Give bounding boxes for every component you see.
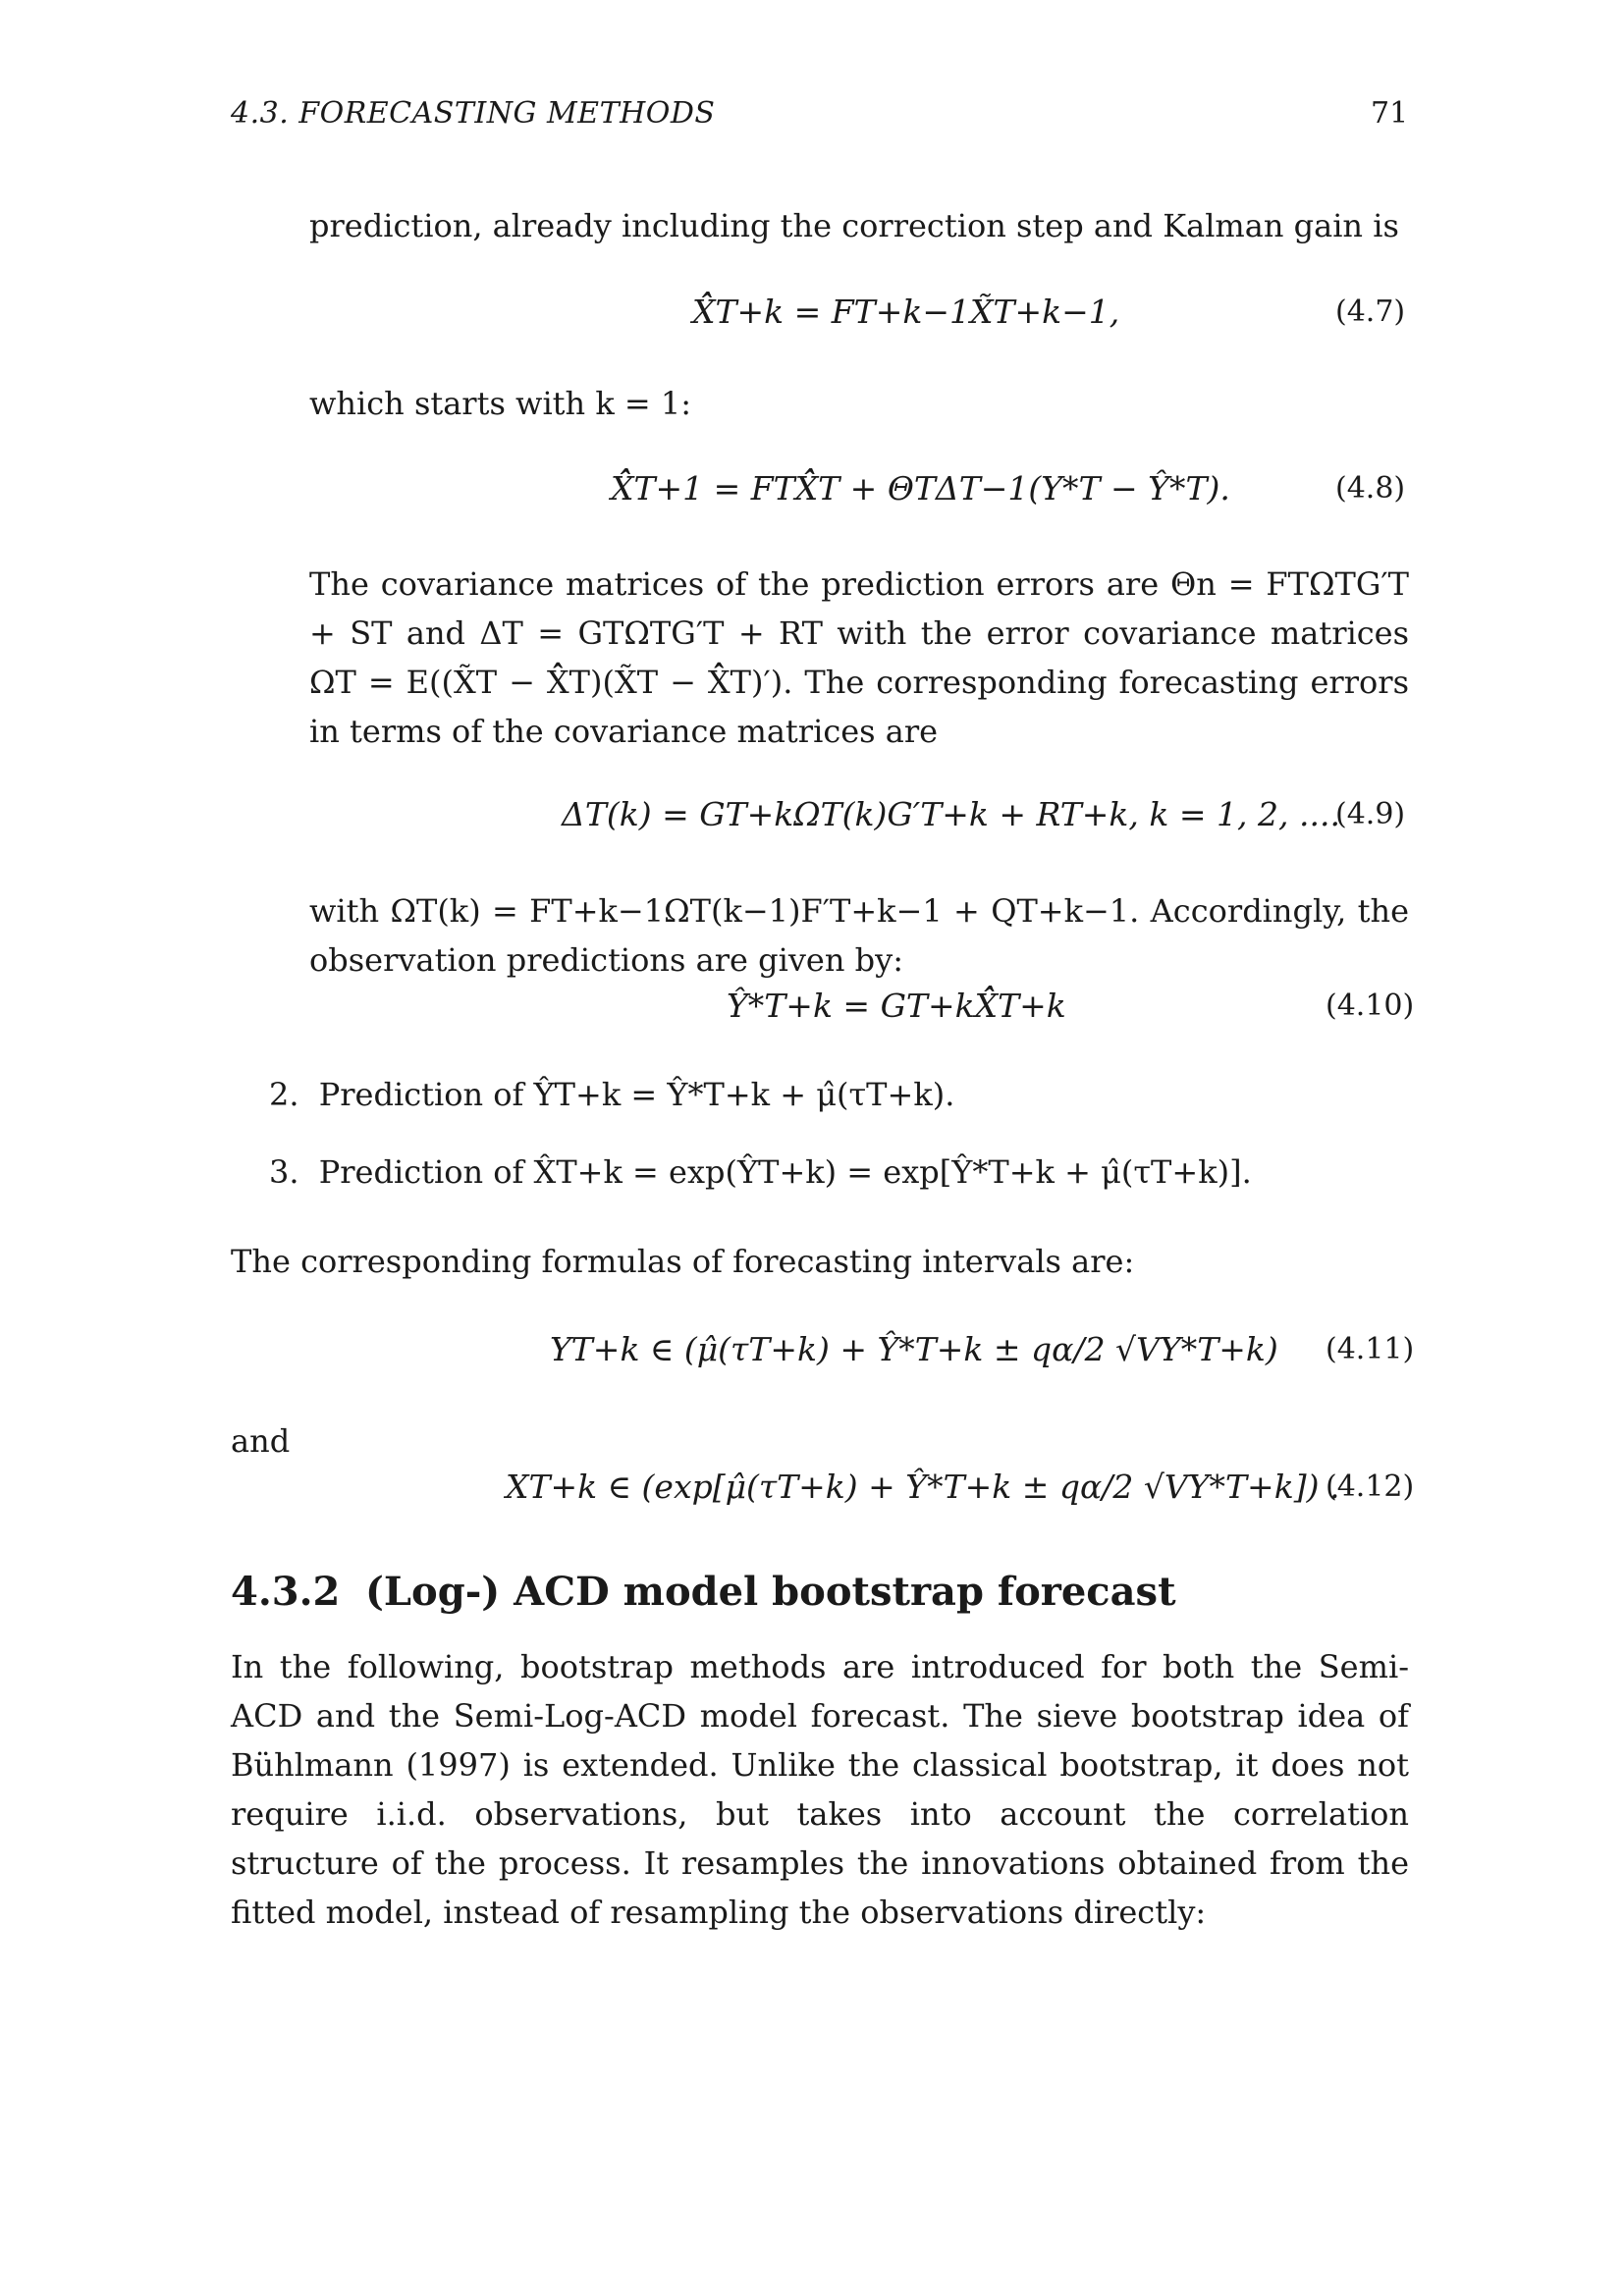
list-item-number: 2. xyxy=(269,1076,299,1113)
covariance-paragraph: The covariance matrices of the prediction errors are Θn = FTΩTG′T + ST and ΔT = GTΩTG′T + RT with the error covariance matrices ΩT = E((X̃T − X̂̂T)(X̃T − X̂̂T)′). The corresponding forecasting errors in terms of the covariance matrices are xyxy=(309,565,1409,750)
intro-line: prediction, already including the correction step and Kalman gain is xyxy=(309,207,1399,244)
with-omega-paragraph: with ΩT(k) = FT+k−1ΩT(k−1)F′T+k−1 + QT+k−1. Accordingly, the observation predictions are given by: xyxy=(309,892,1409,979)
equation-4-7 xyxy=(692,293,1119,331)
equation-4-7-text: X̂̂T+k = FT+k−1X̃T+k−1, xyxy=(692,293,1120,331)
list-item xyxy=(269,1076,954,1113)
equation-4-12 xyxy=(506,1468,1339,1506)
equation-4-12-number: (4.12) xyxy=(1326,1469,1415,1504)
list-item xyxy=(269,1153,1252,1191)
equation-4-9-number: (4.9) xyxy=(1335,797,1406,831)
running-title: 4.3. FORECASTING METHODS xyxy=(231,96,716,131)
equation-4-9-text: ΔT(k) = GT+kΩT(k)G′T+k + RT+k, k = 1, 2, .... xyxy=(562,795,1340,833)
equation-4-7-number: (4.7) xyxy=(1335,294,1406,329)
equation-4-9 xyxy=(562,795,1340,833)
equation-4-10-text: Ŷ*T+k = GT+kX̂̂T+k xyxy=(727,987,1066,1025)
equation-4-11 xyxy=(550,1330,1278,1368)
list-item-text: Prediction of ŶT+k = Ŷ*T+k + μ̂(τT+k). xyxy=(318,1076,955,1113)
equation-4-10 xyxy=(727,987,1066,1025)
equation-4-11-text: YT+k ∈ (μ̂(τT+k) + Ŷ*T+k ± qα/2 √VY*T+k) xyxy=(550,1330,1278,1368)
section-number: 4.3.2 xyxy=(231,1569,341,1615)
page-number: 71 xyxy=(1371,96,1409,131)
equation-4-8-number: (4.8) xyxy=(1335,471,1406,506)
starts-with-line: which starts with k = 1: xyxy=(309,385,691,422)
section-title: (Log-) ACD model bootstrap forecast xyxy=(365,1569,1176,1615)
equation-4-10-number: (4.10) xyxy=(1326,988,1415,1023)
section-paragraph: In the following, bootstrap methods are introduced for both the Semi-ACD and the Semi-Log-ACD model forecast. The sieve bootstrap idea of Bühlmann (1997) is extended. Unlike the classical bootstrap, it does not require i.i.d. observations, but takes into account the correlation structure of the process. It resamples the innovations obtained from the fitted model, instead of resampling the observations directly: xyxy=(231,1648,1409,1931)
intervals-intro: The corresponding formulas of forecasting intervals are: xyxy=(231,1243,1135,1280)
list-item-number: 3. xyxy=(269,1153,299,1191)
equation-4-8-text: X̂̂T+1 = FTX̂̂T + ΘTΔT−1(Y*T − Ŷ*T). xyxy=(611,469,1230,507)
list-item-text: Prediction of X̂T+k = exp(ŶT+k) = exp[Ŷ*T+k + μ̂(τT+k)]. xyxy=(318,1153,1252,1191)
equation-4-11-number: (4.11) xyxy=(1326,1332,1415,1366)
equation-4-12-text: XT+k ∈ (exp[μ̂(τT+k) + Ŷ*T+k ± qα/2 √VY*T+k]) . xyxy=(506,1468,1340,1506)
equation-4-8 xyxy=(611,469,1230,507)
and-word: and xyxy=(231,1422,291,1460)
